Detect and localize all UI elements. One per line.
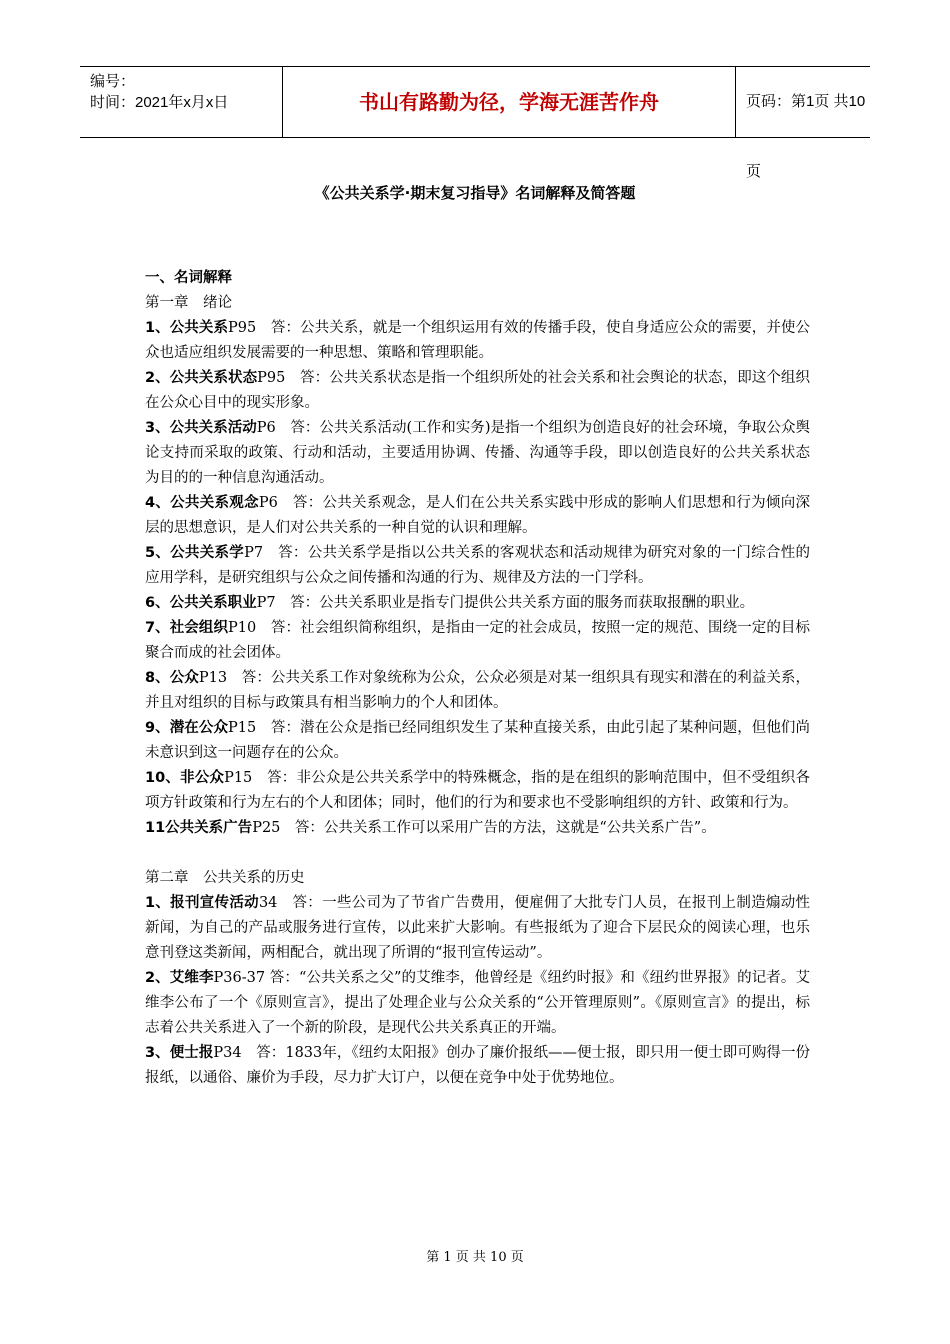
entry-term: 1、报刊宣传活动 [145,895,259,911]
entry-text: P15 答：潜在公众是指已经同组织发生了某种直接关系，由此引起了某种问题，但他们尚未意识到这一问题存在的公众。 [145,720,810,761]
section-heading: 一、名词解释 [145,270,232,286]
entry-term: 7、社会组织 [145,620,229,636]
entry-text: P13 答：公共关系工作对象统称为公众，公众必须是对某一组织具有现实和潜在的利益关系，并且对组织的目标与政策具有相当影响力的个人和团体。 [145,670,810,711]
page-footer: 第 1 页 共 10 页 [426,1250,524,1265]
entry-term: 2、艾维李 [145,970,214,986]
chapter2-entries [145,891,810,1091]
definition-entry [145,891,810,966]
definition-entry [145,666,810,716]
time-label: 时间：2021年x月x日 [90,94,229,111]
entry-term: 9、潜在公众 [145,720,229,736]
entry-term: 8、公众 [145,670,199,686]
definition-entry [145,591,810,616]
header-left-cell [80,67,282,137]
entry-text: P15 答：非公众是公共关系学中的特殊概念，指的是在组织的影响范围中，但不受组织各项方针政策和行为左右的个人和团体；同时，他们的行为和要求也不受影响组织的方针、政策和行为。 [145,770,810,811]
entry-term: 5、公共关系学 [145,545,245,561]
chapter-heading: 第二章 公共关系的历史 [145,870,305,886]
document-body [145,266,810,1091]
document-title: 《公共关系学·期末复习指导》名词解释及简答题 [314,184,636,202]
definition-entry [145,766,810,816]
number-label: 编号： [90,73,136,90]
definition-entry [145,366,810,416]
definition-entry [145,316,810,366]
motto: 书山有路勤为径，学海无涯苦作舟 [282,67,736,137]
entry-text: P34 答：1833年，《纽约太阳报》创办了廉价报纸——便士报，即只用一便士即可购得一份报纸，以通俗、廉价为手段，尽力扩大订户，以便在竞争中处于优势地位。 [145,1045,811,1086]
entry-term: 10、非公众 [145,770,225,786]
entry-text: P6 答：公共关系活动(工作和实务)是指一个组织为创造良好的社会环境，争取公众舆论支持而采取的政策、行动和活动，主要适用协调、传播、沟通等手段，即以创造良好的公共关系状态为目的的一种信息沟通活动。 [145,420,811,486]
entry-term: 3、公共关系活动 [145,420,257,436]
entry-text: P7 答：公共关系学是指以公共关系的客观状态和活动规律为研究对象的一门综合性的应用学科，是研究组织与公众之间传播和沟通的行为、规律及方法的一门学科。 [145,545,811,586]
definition-entry [145,1041,810,1091]
definition-entry [145,416,810,491]
definition-entry [145,616,810,666]
entry-text: P7 答：公共关系职业是指专门提供公共关系方面的服务而获取报酬的职业。 [256,595,755,611]
chapter-heading: 第一章 绪论 [145,295,232,311]
entry-term: 4、公共关系观念 [145,495,259,511]
entry-text: P95 答：公共关系，就是一个组织运用有效的传播手段，使自身适应公众的需要，并使公众也适应组织发展需要的一种思想、策略和管理职能。 [145,320,810,361]
entry-text: P6 答：公共关系观念，是人们在公共关系实践中形成的影响人们思想和行为倾向深层的思想意识，是人们对公共关系的一种自觉的认识和理解。 [145,495,811,536]
definition-entry [145,966,810,1041]
definition-entry [145,716,810,766]
entry-text: P10 答：社会组织简称组织，是指由一定的社会成员，按照一定的规范、围绕一定的目标聚合而成的社会团体。 [145,620,810,661]
entry-text: P95 答：公共关系状态是指一个组织所处的社会关系和社会舆论的状态，即这个组织在公众心目中的现实形象。 [145,370,810,411]
entry-text: 34 答：一些公司为了节省广告费用，便雇佣了大批专门人员，在报刊上制造煽动性新闻，为自己的产品或服务进行宣传，以此来扩大影响。有些报纸为了迎合下层民众的阅读心理，也乐意刊登这类新闻，两相配合，就出现了所谓的“报刊宣传运动”。 [145,895,810,961]
chapter1-entries [145,316,810,841]
definition-entry [145,541,810,591]
definition-entry [145,491,810,541]
entry-term: 1、公共关系 [145,320,229,336]
entry-term: 6、公共关系职业 [145,595,257,611]
header-table [80,66,870,180]
page-info: 页码：第1页 共10页 [746,93,866,180]
entry-text: P36-37 答：“公共关系之父”的艾维李，他曾经是《纽约时报》和《纽约世界报》的记者。艾维李公布了一个《原则宣言》，提出了处理企业与公众关系的“公开管理原则”。《原则宣言》的提出，标志着公共关系进入了一个新的阶段，是现代公共关系真正的开端。 [145,970,810,1036]
entry-text: P25 答：公共关系工作可以采用广告的方法，这就是“公共关系广告”。 [252,820,716,836]
entry-term: 11公共关系广告 [145,820,253,836]
definition-entry [145,816,810,841]
entry-term: 2、公共关系状态 [145,370,258,386]
entry-term: 3、便士报 [145,1045,214,1061]
